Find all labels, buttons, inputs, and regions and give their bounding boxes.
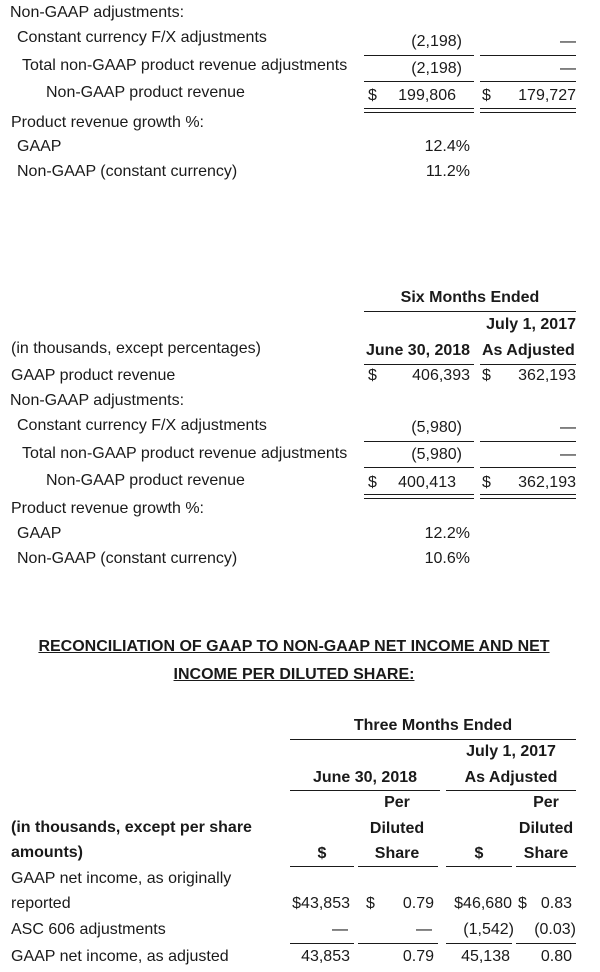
rule [364, 441, 474, 442]
cell-value: — [416, 921, 432, 938]
double-rule [480, 494, 576, 499]
row-label: Non-GAAP product revenue [46, 472, 245, 489]
cell-value: 406,393 [412, 367, 470, 384]
double-rule [364, 494, 474, 499]
column-header: $ [474, 845, 484, 862]
rule [446, 943, 512, 944]
cell-value: $43,853 [292, 895, 350, 912]
column-header: July 1, 2017 [466, 743, 556, 760]
cell-value: (2,198) [411, 60, 462, 77]
cell-value: 10.6% [424, 550, 470, 567]
currency-symbol: $ [482, 87, 491, 104]
row-label: Non-GAAP product revenue [46, 84, 245, 101]
cell-value: 179,727 [518, 87, 576, 104]
rule [364, 467, 474, 468]
column-header: Per [533, 794, 559, 811]
rule [290, 943, 354, 944]
rule [516, 943, 576, 944]
cell-value: 45,138 [461, 948, 510, 965]
column-header: Diluted [369, 820, 425, 837]
units-label: (in thousands, except percentages) [11, 340, 261, 357]
rule [480, 55, 576, 56]
cell-value: 362,193 [518, 367, 576, 384]
cell-value: 0.79 [402, 948, 434, 965]
row-label: Total non-GAAP product revenue adjustments [22, 57, 348, 74]
column-header: June 30, 2018 [312, 769, 418, 786]
row-label: GAAP net income, as adjusted [11, 948, 229, 965]
cell-value: 12.2% [424, 525, 470, 542]
cell-value: 0.79 [402, 895, 434, 912]
column-header: July 1, 2017 [486, 316, 576, 333]
cell-value: 11.2% [425, 163, 470, 180]
period-header: Six Months Ended [400, 289, 540, 306]
column-header: Share [374, 845, 420, 862]
units-label: (in thousands, except per share [11, 819, 252, 836]
rule [364, 55, 474, 56]
column-header: Per [384, 794, 410, 811]
rule [358, 943, 438, 944]
units-label: amounts) [11, 844, 83, 861]
row-label: ASC 606 adjustments [11, 921, 166, 938]
row-label: Constant currency F/X adjustments [17, 417, 267, 434]
rule [358, 866, 438, 867]
currency-symbol: $ [482, 367, 491, 384]
cell-value: (0.03) [534, 921, 576, 938]
cell-value: 43,853 [301, 948, 350, 965]
rule [290, 790, 440, 791]
nongaap-adjustments-label: Non-GAAP adjustments: [10, 4, 185, 21]
column-header: As Adjusted [482, 342, 575, 359]
currency-symbol: $ [366, 895, 375, 912]
rule [480, 441, 576, 442]
currency-symbol: $ [368, 474, 377, 491]
double-rule [480, 108, 576, 113]
row-label: Total non-GAAP product revenue adjustments [22, 445, 348, 462]
rule [516, 866, 576, 867]
row-label: reported [11, 895, 71, 912]
cell-value: (5,980) [411, 446, 462, 463]
growth-label: Product revenue growth %: [11, 500, 204, 517]
row-label: Non-GAAP (constant currency) [17, 550, 238, 567]
currency-symbol: $ [368, 87, 377, 104]
rule [290, 739, 576, 740]
rule [364, 81, 474, 82]
rule [446, 790, 576, 791]
double-rule [364, 108, 474, 113]
cell-value: $46,680 [454, 895, 512, 912]
cell-value: — [560, 60, 576, 77]
period-header: Three Months Ended [353, 717, 513, 734]
cell-value: (1,542) [463, 921, 514, 938]
rule [364, 311, 576, 312]
cell-value: (5,980) [411, 419, 462, 436]
cell-value: 0.83 [540, 895, 572, 912]
section-title: INCOME PER DILUTED SHARE: [173, 666, 415, 683]
cell-value: (2,198) [411, 33, 462, 50]
row-label: GAAP product revenue [11, 367, 176, 384]
row-label: Constant currency F/X adjustments [17, 29, 267, 46]
row-label: GAAP [17, 138, 62, 155]
cell-value: — [560, 33, 576, 50]
cell-value: — [560, 419, 576, 436]
row-label: Non-GAAP (constant currency) [17, 163, 238, 180]
nongaap-adjustments-label: Non-GAAP adjustments: [10, 392, 185, 409]
growth-label: Product revenue growth %: [11, 114, 204, 131]
cell-value: 400,413 [398, 474, 456, 491]
section-title: RECONCILIATION OF GAAP TO NON-GAAP NET INCOME AND NET [38, 638, 550, 655]
rule [446, 866, 512, 867]
column-header: June 30, 2018 [366, 342, 471, 359]
cell-value: 199,806 [398, 87, 456, 104]
column-header: $ [317, 845, 327, 862]
currency-symbol: $ [518, 895, 527, 912]
rule [480, 364, 576, 365]
cell-value: — [560, 446, 576, 463]
column-header: As Adjusted [464, 769, 558, 786]
cell-value: 0.80 [540, 948, 572, 965]
currency-symbol: $ [368, 367, 377, 384]
cell-value: 362,193 [518, 474, 576, 491]
cell-value: 12.4% [424, 138, 470, 155]
cell-value: — [332, 921, 348, 938]
rule [364, 364, 474, 365]
column-header: Share [523, 845, 569, 862]
rule [480, 467, 576, 468]
column-header: Diluted [518, 820, 574, 837]
row-label: GAAP [17, 525, 62, 542]
currency-symbol: $ [482, 474, 491, 491]
rule [480, 81, 576, 82]
rule [290, 866, 354, 867]
row-label: GAAP net income, as originally [11, 870, 232, 887]
